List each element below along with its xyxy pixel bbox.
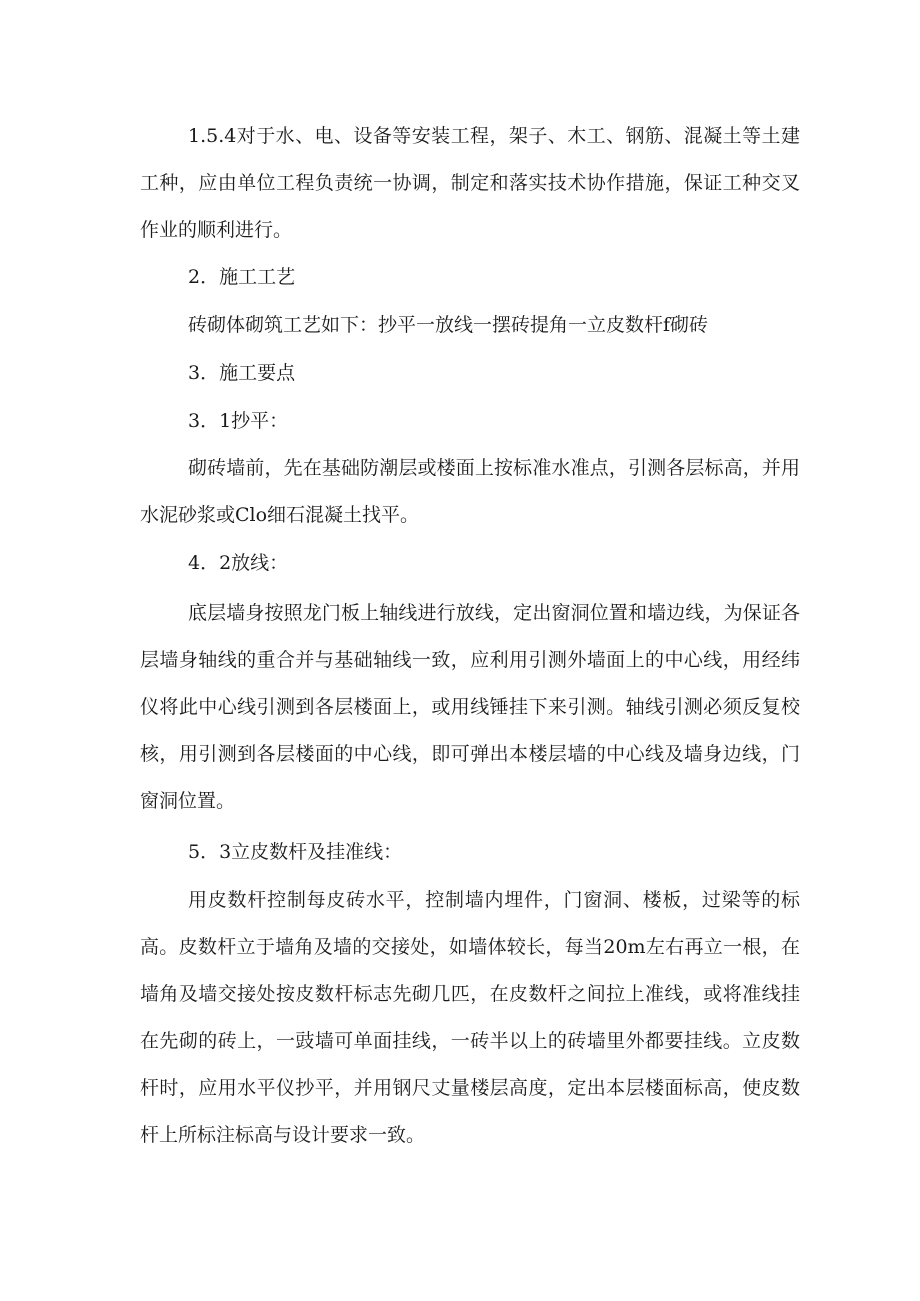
paragraph-setting-out: 底层墙身按照龙门板上轴线进行放线，定出窗洞位置和墙边线，为保证各层墙身轴线的重合并与基础轴线一致，应利用引测外墙面上的中心线，用经纬仪将此中心线引测到各层楼面上，或用线锤挂下来引测。轴线引测必须反复校核，用引测到各层楼面的中心线，即可弹出本楼层墙的中心线及墙身边线，门窗洞位置。 xyxy=(140,602,800,812)
paragraph-1-5-4: 1.5.4对于水、电、设备等安装工程，架子、木工、钢筋、混凝土等土建工种，应由单位工程负责统一协调，制定和落实技术协作措施，保证工种交叉作业的顺利进行。 xyxy=(140,125,800,241)
heading-leveling: 3．1抄平： xyxy=(188,410,289,432)
heading-setting-out: 4．2放线： xyxy=(188,552,289,574)
paragraph-storey-rod: 用皮数杆控制每皮砖水平，控制墙内埋件，门窗洞、楼板，过梁等的标高。皮数杆立于墙角及墙的交接处，如墙体较长，每当20m左右再立一根，在墙角及墙交接处按皮数杆标志先砌几匹，在皮数杆之间拉上准线，或将准线挂在先砌的砖上，一豉墙可单面挂线，一砖半以上的砖墙里外都要挂线。立皮数杆时，应用水平仪抄平，并用钢尺丈量楼层高度，定出本层楼面标高，使皮数杆上所标注标高与设计要求一致。 xyxy=(140,889,800,1146)
paragraph-process-steps: 砖砌体砌筑工艺如下：抄平一放线一摆砖提角一立皮数杆f砌砖 xyxy=(188,314,709,336)
heading-construction-process: 2．施工工艺 xyxy=(188,266,296,288)
heading-construction-points: 3．施工要点 xyxy=(188,362,296,384)
paragraph-leveling: 砌砖墙前，先在基础防潮层或楼面上按标准水准点，引测各层标高，并用水泥砂浆或Clo细石混凝土找平。 xyxy=(140,457,800,526)
heading-storey-rod: 5．3立皮数杆及挂准线： xyxy=(188,841,403,863)
